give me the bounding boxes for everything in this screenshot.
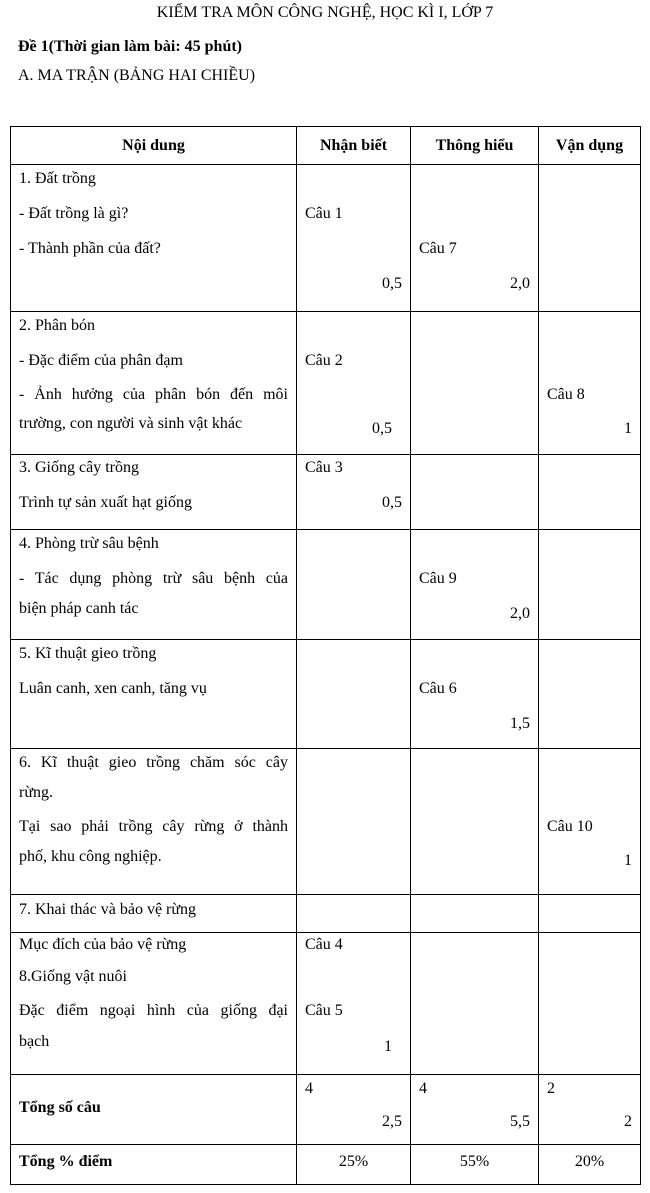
row-content-line: 2. Phân bón [19,317,95,334]
row-content-line: - Đặc điểm của phân đạm [19,352,183,369]
total-percent-row [11,1145,641,1185]
row-content-line: Trình tự sản xuất hạt giống [19,494,192,511]
score: 0,5 [382,275,402,292]
row-content [11,165,296,311]
question-ref: Câu 2 [305,352,343,369]
row-content-line: 3. Giống cây trồng [19,459,139,476]
row-content-line: bạch [19,1033,50,1050]
score: 2,5 [382,1113,402,1130]
score: 1 [384,1038,392,1055]
row-content-line: 7. Khai thác và bảo vệ rừng [19,901,197,918]
question-ref: Câu 3 [305,459,343,476]
row-content-line: biện pháp canh tác [19,600,139,617]
question-ref: Câu 7 [419,240,457,257]
total-percent-label: Tổng % điểm [19,1153,113,1170]
total-questions-label: Tổng số câu [19,1099,101,1116]
row-content-line: 6. Kĩ thuật gieo trồng chăm sóc cây [19,754,288,771]
score: 1,5 [510,715,530,732]
row-content-line: rừng. [19,784,53,801]
table-row [11,165,641,312]
row-content-line: phố, khu công nghiệp. [19,848,162,865]
score: 2,0 [510,605,530,622]
question-ref: Câu 9 [419,570,457,587]
row-content-line: 5. Kĩ thuật gieo trồng [19,645,157,662]
question-ref: Câu 10 [547,818,593,835]
percent-value: 25% [338,1153,369,1170]
row-content-line: Luân canh, xen canh, tăng vụ [19,680,207,697]
table-row [11,933,641,1075]
question-ref: Câu 8 [547,386,585,403]
question-count: 2 [547,1080,555,1097]
question-ref: Câu 1 [305,205,343,222]
exam-info: Đề 1(Thời gian làm bài: 45 phút) [18,38,242,55]
row-content-line: - Thành phần của đất? [19,240,161,257]
score: 2,0 [510,275,530,292]
column-header-nhan-biet: Nhận biết [297,127,411,165]
row-content-line: Tại sao phải trồng cây rừng ở thành [19,818,288,835]
total-questions-row [11,1075,641,1145]
row-content-line: - Ảnh hưởng của phân bón đến môi [19,386,288,403]
percent-value: 20% [574,1153,605,1170]
row-content-line: - Đất trồng là gì? [19,205,129,222]
question-count: 4 [305,1080,313,1097]
question-ref: Câu 4 [305,936,343,953]
column-header-van-dung: Vận dụng [539,127,641,165]
row-content-line: - Tác dụng phòng trừ sâu bệnh của [19,570,288,587]
score: 0,5 [382,494,402,511]
table-row [11,640,641,749]
table-row [11,455,641,530]
score: 2 [624,1113,632,1130]
page-title: KIỂM TRA MÔN CÔNG NGHỆ, HỌC KÌ I, LỚP 7 [156,4,494,21]
table-row [11,895,641,933]
table-row [11,530,641,640]
column-header-content: Nội dung [11,127,297,165]
score: 1 [624,852,632,869]
section-heading: A. MA TRẬN (BẢNG HAI CHIỀU) [18,67,256,84]
table-row [11,749,641,895]
score: 0,5 [372,420,392,437]
row-content-line: Đặc điểm ngoại hình của giống đại [19,1002,288,1019]
matrix-table [10,126,641,1185]
table-row [11,312,641,455]
row-content-line: trường, con người và sinh vật khác [19,415,243,432]
score: 5,5 [510,1113,530,1130]
column-header-thong-hieu: Thông hiểu [411,127,539,165]
question-ref: Câu 5 [305,1002,343,1019]
score: 1 [624,420,632,437]
question-count: 4 [419,1080,427,1097]
question-ref: Câu 6 [419,680,457,697]
row-content-line: 8.Giống vật nuôi [19,968,127,985]
table-header-row [11,127,641,165]
row-content-line: Mục đích của bảo vệ rừng [19,936,187,953]
percent-value: 55% [459,1153,490,1170]
row-content-line: 1. Đất trồng [19,170,96,187]
row-content-line: 4. Phòng trừ sâu bệnh [19,535,159,552]
